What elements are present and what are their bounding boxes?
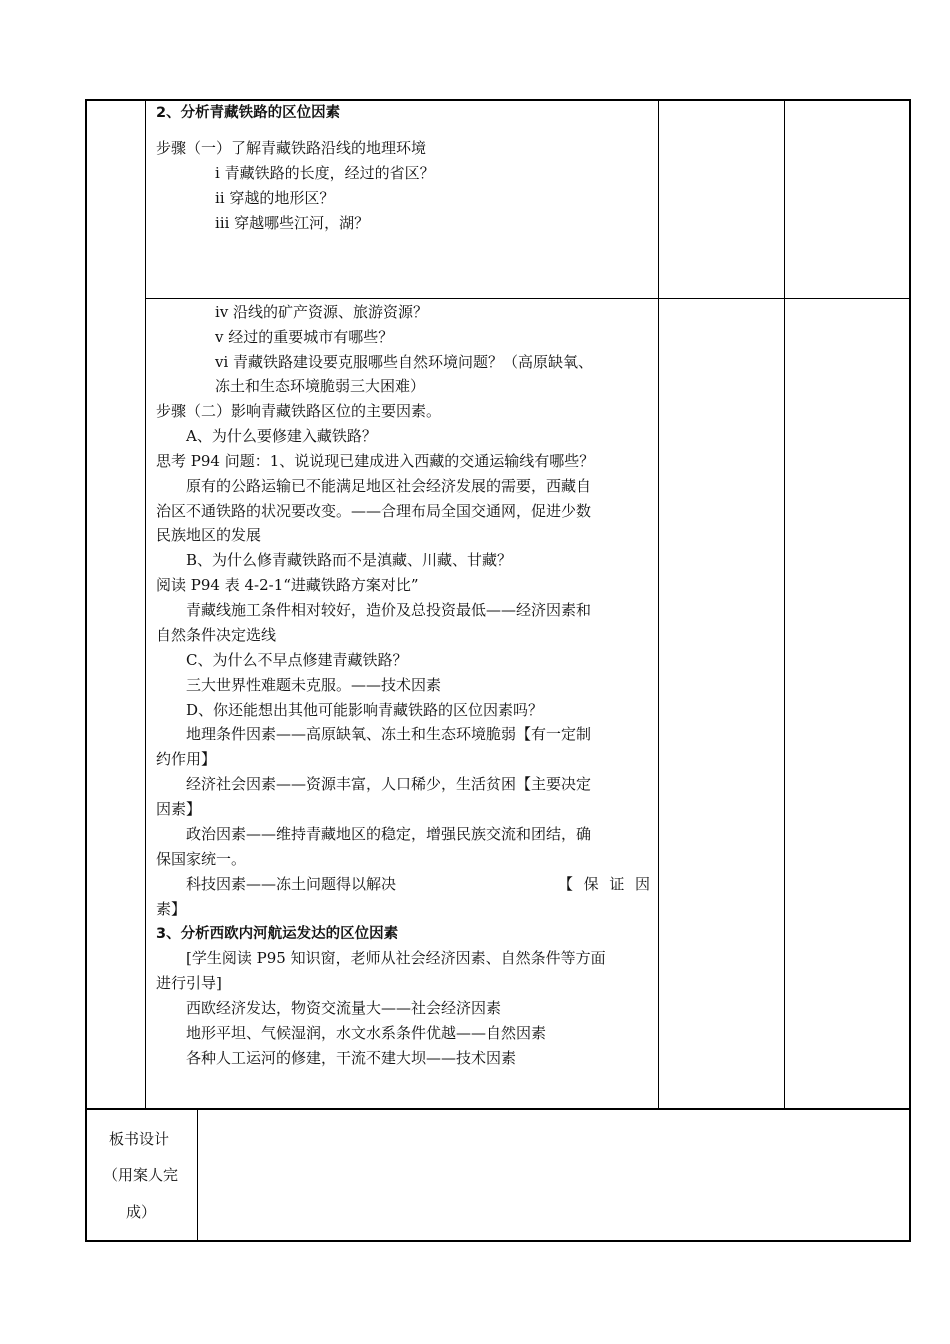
pol-factor-line2: 保国家统一。	[156, 850, 247, 868]
step1-text: 步骤（一）了解青藏铁路沿线的地理环境	[156, 139, 427, 157]
answer-b-line1: 青藏线施工条件相对较好，造价及总投资最低——经济因素和	[186, 601, 592, 619]
answer-a-line3: 民族地区的发展	[156, 526, 262, 544]
section3-heading: 3、分析西欧内河航运发达的区位因素	[156, 926, 399, 942]
tech-factor-bracket: 【	[558, 875, 574, 893]
answer-a-line2: 治区不通铁路的状况要改变。——合理布局全国交通网，促进少数	[156, 502, 592, 520]
question-2: ⅱ 穿越的地形区？	[215, 189, 335, 207]
answer-c: 三大世界性难题未克服。——技术因素	[186, 676, 442, 694]
pol-factor-line1: 政治因素——维持青藏地区的稳定，增强民族交流和团结，确	[186, 825, 592, 843]
step2-text: 步骤（二）影响青藏铁路区位的主要因素。	[156, 402, 442, 420]
question-5: ⅴ 经过的重要城市有哪些？	[215, 328, 394, 346]
table-right-border	[909, 99, 911, 1242]
guide-line1: [学生阅读 P95 知识窗，老师从社会经济因素、自然条件等方面	[186, 949, 606, 967]
row-divider-2	[85, 1108, 910, 1110]
eco-factor-line1: 经济社会因素——资源丰富，人口稀少，生活贫困【主要决定	[186, 775, 592, 793]
guide-line2: 进行引导]	[156, 974, 222, 992]
table-bottom-border	[85, 1240, 911, 1242]
board-label-line2: （用案人完	[103, 1166, 179, 1184]
think-text: 思考 P94 问题：1、说说现已建成进入西藏的交通运输线有哪些？	[156, 452, 595, 470]
question-d: D、你还能想出其他可能影响青藏铁路的区位因素吗？	[186, 701, 544, 719]
factor-economy: 西欧经济发达，物资交流量大——社会经济因素	[186, 999, 502, 1017]
eco-factor-line2: 因素】	[156, 800, 202, 818]
question-6-line1: ⅵ 青藏铁路建设要克服哪些自然环境问题？（高原缺氧、	[215, 353, 594, 371]
col-divider-3	[784, 99, 785, 1109]
section2-heading: 2、分析青藏铁路的区位因素	[156, 105, 341, 121]
tech-factor-char-2: 证	[609, 875, 625, 893]
tech-factor-text: 科技因素——冻土问题得以解决	[186, 875, 397, 893]
factor-nature: 地形平坦、气候湿润，水文水系条件优越——自然因素	[186, 1024, 547, 1042]
board-label-line1: 板书设计	[109, 1130, 170, 1148]
factor-technology: 各种人工运河的修建，干流不建大坝——技术因素	[186, 1049, 517, 1067]
board-label-line3: 成）	[126, 1203, 157, 1221]
question-6-line2: 冻土和生态环境脆弱三大困难）	[215, 377, 426, 395]
tech-factor-char-3: 因	[634, 875, 650, 893]
geo-factor-line1: 地理条件因素——高原缺氧、冻土和生态环境脆弱【有一定制	[186, 725, 592, 743]
answer-a-line1: 原有的公路运输已不能满足地区社会经济发展的需要，西藏自	[186, 477, 592, 495]
col-divider-2	[658, 99, 659, 1109]
answer-b-line2: 自然条件决定选线	[156, 626, 277, 644]
table-left-border	[85, 99, 87, 1242]
question-b: B、为什么修青藏铁路而不是滇藏、川藏、甘藏？	[186, 551, 513, 569]
tech-factor-line2: 素】	[156, 900, 187, 918]
col-divider-1	[145, 99, 146, 1109]
geo-factor-line2: 约作用】	[156, 750, 217, 768]
question-1: ⅰ 青藏铁路的长度，经过的省区？	[215, 164, 435, 182]
question-a: A、为什么要修建入藏铁路？	[186, 427, 377, 445]
row-divider-1	[145, 298, 910, 299]
question-4: ⅳ 沿线的矿产资源、旅游资源？	[215, 303, 429, 321]
board-col-divider	[197, 1109, 198, 1241]
question-3: ⅲ 穿越哪些江河，湖？	[215, 214, 370, 232]
question-c: C、为什么不早点修建青藏铁路？	[186, 651, 408, 669]
tech-factor-line1	[186, 872, 650, 897]
tech-factor-tail	[558, 872, 650, 897]
read-text: 阅读 P94 表 4-2-1“进藏铁路方案对比”	[156, 576, 419, 594]
tech-factor-char-1: 保	[583, 875, 599, 893]
